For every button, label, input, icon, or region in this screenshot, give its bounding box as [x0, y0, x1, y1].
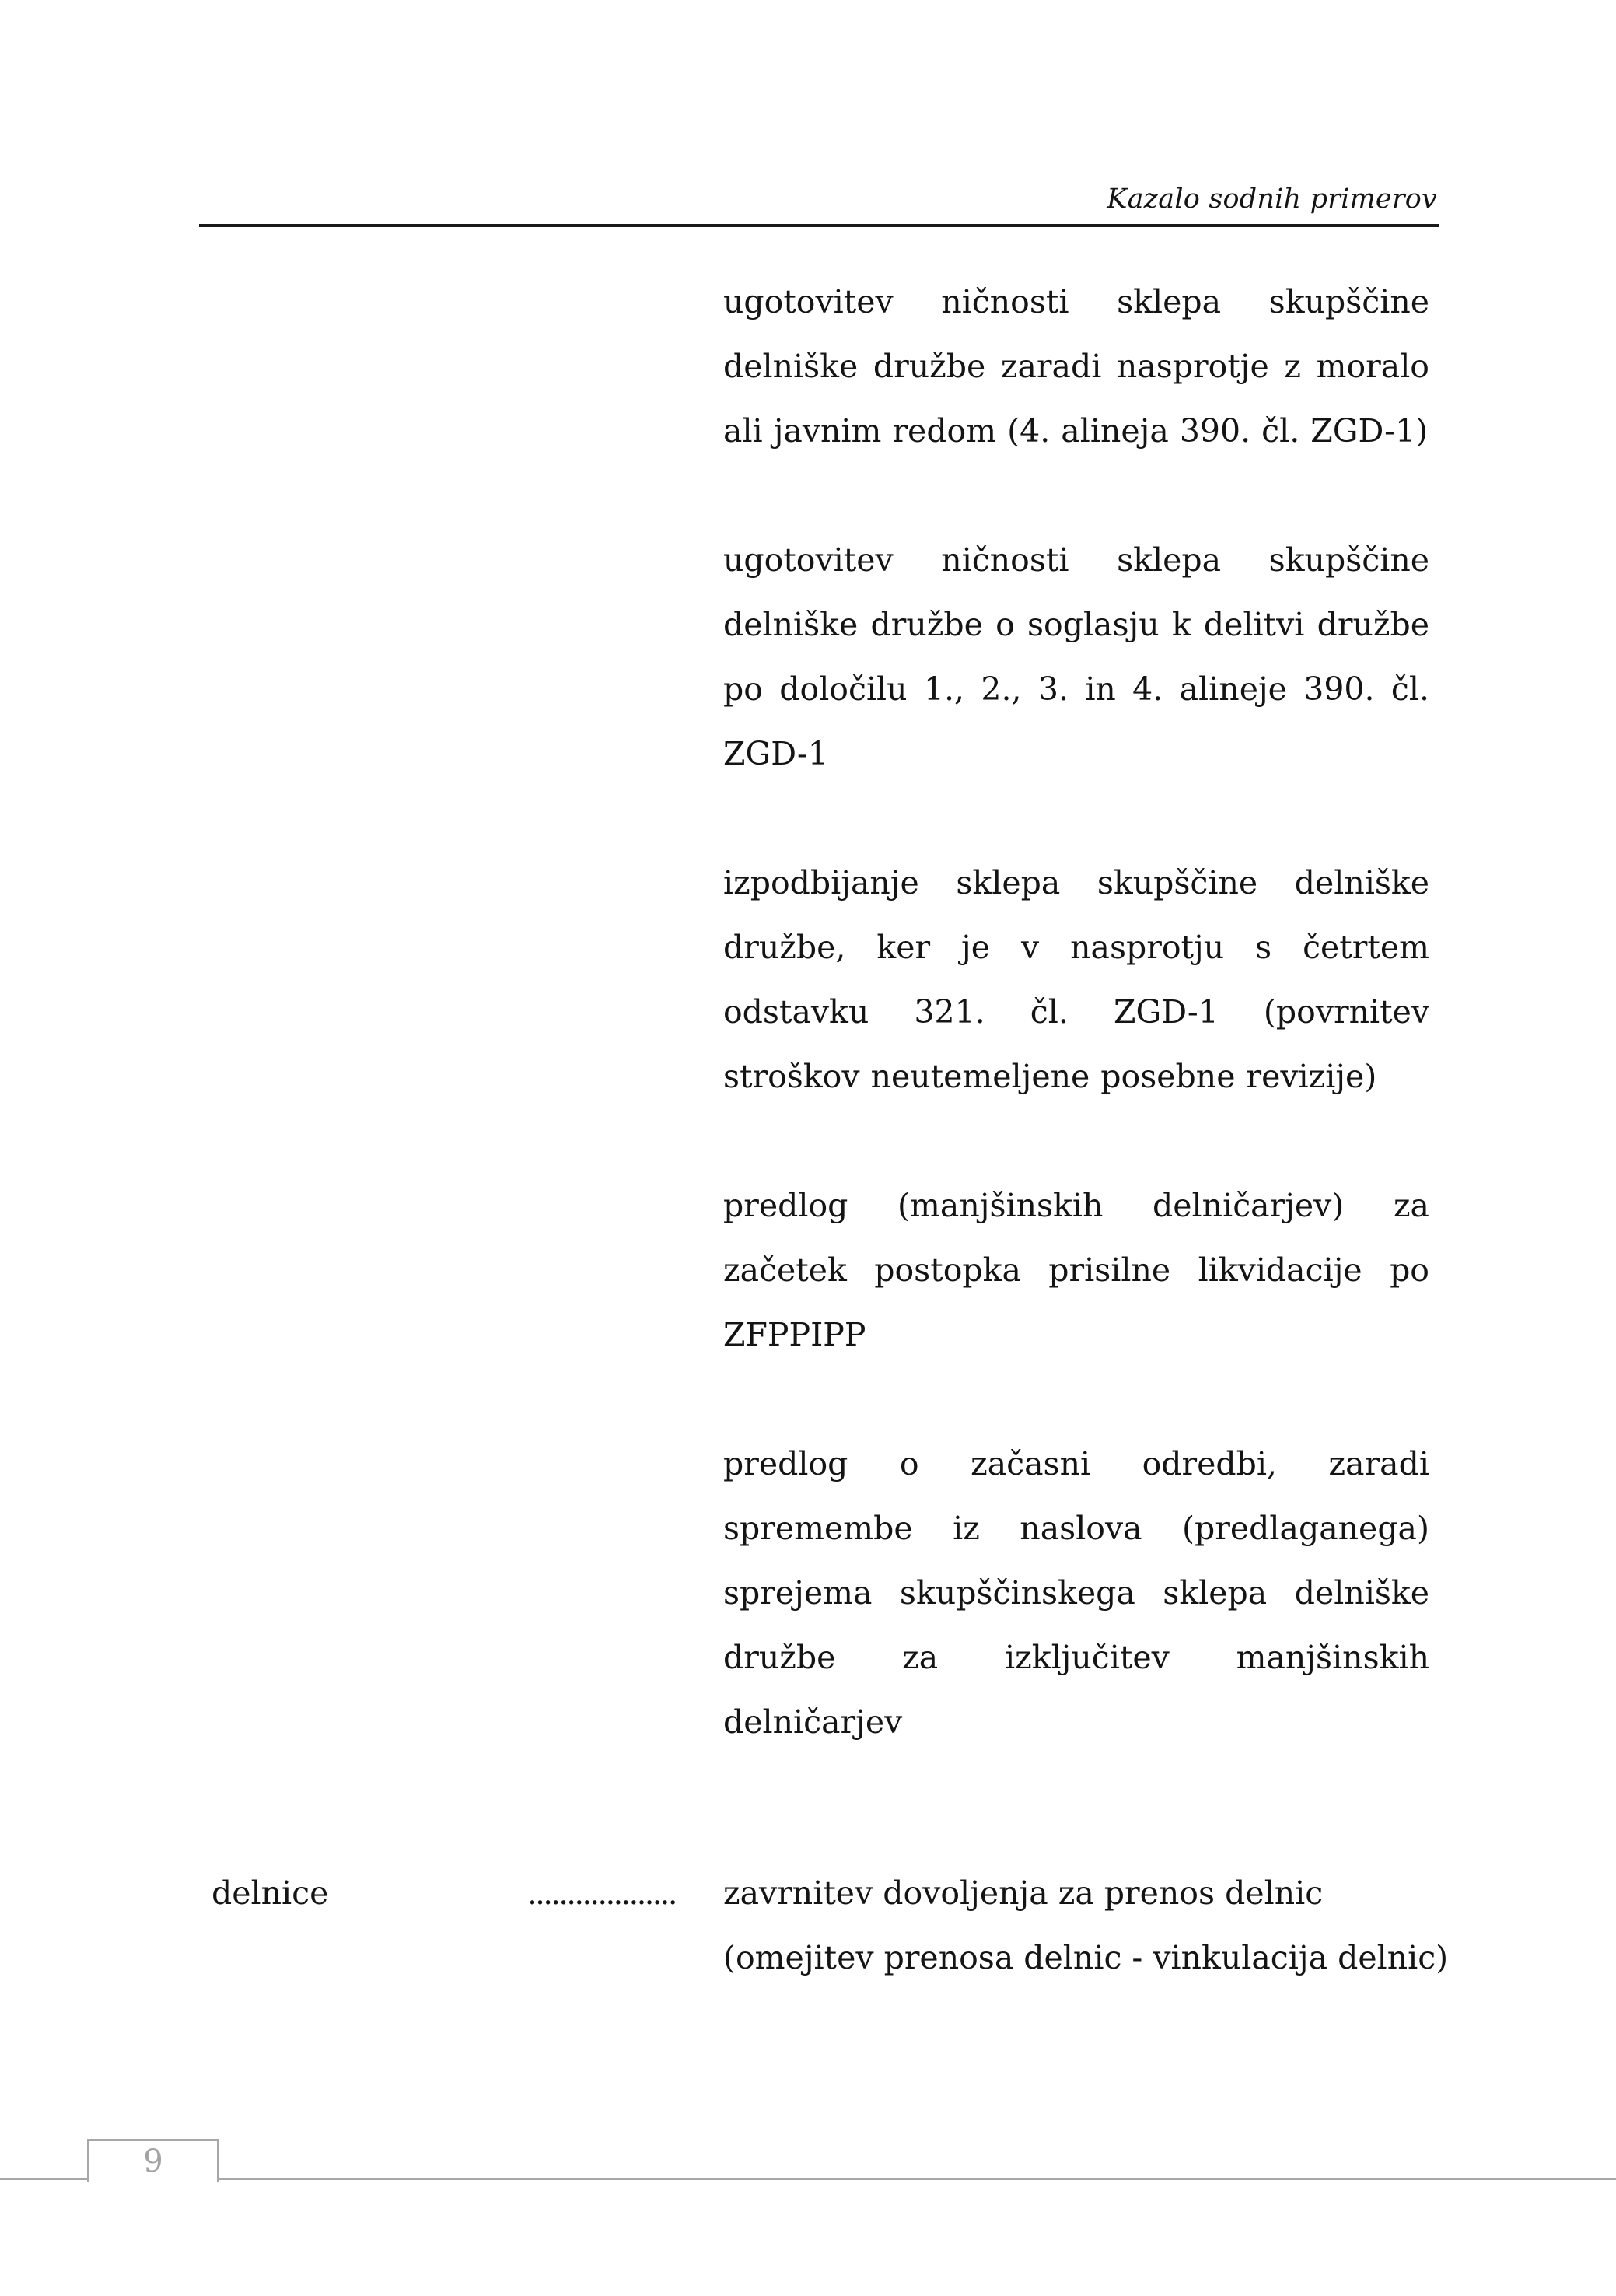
- running-header: Kazalo sodnih primerov: [1107, 184, 1437, 215]
- index-term: delnice: [212, 1874, 329, 1912]
- page-number: 9: [87, 2139, 219, 2182]
- dot-leader: ...................: [527, 1874, 676, 1912]
- header-rule: [199, 224, 1439, 227]
- case-entry: ugotovitev ničnosti sklepa skupščine delniške družbe zaradi nasprotje z moralo ali javnim redom (4. alineja 390. čl. ZGD-1): [723, 283, 1429, 450]
- index-term-entry: [723, 1861, 1454, 1990]
- case-entry: predlog o začasni odredbi, zaradi spremembe iz naslova (predlaganega) sprejema skupščinskega sklepa delniške družbe za izključitev manjšinskih delničarjev: [723, 1445, 1429, 1741]
- footer-rule: [0, 2178, 1616, 2180]
- case-entry: izpodbijanje sklepa skupščine delniške družbe, ker je v nasprotju s četrtem odstavku 321. čl. ZGD-1 (povrnitev stroškov neutemeljene posebne revizije): [723, 864, 1429, 1095]
- case-entry: predlog (manjšinskih delničarjev) za začetek postopka prisilne likvidacije po ZFPPIPP: [723, 1187, 1429, 1353]
- index-term-entry-line: (omejitev prenosa delnic - vinkulacija delnic): [723, 1939, 1449, 1976]
- case-entry: ugotovitev ničnosti sklepa skupščine delniške družbe o soglasju k delitvi družbe po določilu 1., 2., 3. in 4. alineje 390. čl. ZGD-1: [723, 541, 1429, 772]
- case-entry-list: [723, 270, 1429, 1755]
- index-term-row: [0, 1861, 1616, 1990]
- index-term-entry-line: zavrnitev dovoljenja za prenos delnic: [723, 1874, 1324, 1912]
